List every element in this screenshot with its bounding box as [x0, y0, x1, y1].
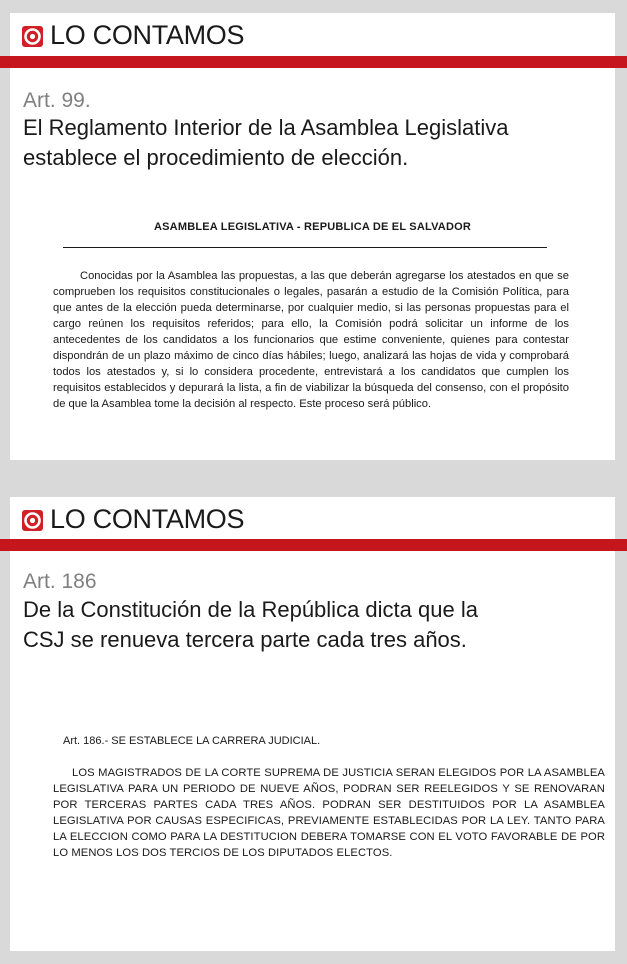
document-heading: Art. 186.- SE ESTABLECE LA CARRERA JUDICIAL.: [63, 735, 321, 747]
article-card-99: [10, 13, 615, 460]
article-headline: [23, 595, 608, 655]
target-logo-icon: [22, 26, 43, 47]
headline-line-1: De la Constitución de la República dicta que la: [23, 597, 478, 622]
document-rule: [63, 247, 547, 248]
headline-line-2: CSJ se renueva tercera parte cada tres años.: [23, 627, 467, 652]
header-divider: [0, 56, 627, 68]
header-divider: [0, 539, 627, 551]
section-title: LO CONTAMOS: [50, 20, 245, 50]
card-header: [10, 497, 615, 539]
article-card-186: [10, 497, 615, 951]
section-title: LO CONTAMOS: [50, 504, 245, 534]
article-number: Art. 99.: [23, 89, 91, 112]
document-body: LOS MAGISTRADOS DE LA CORTE SUPREMA DE JUSTICIA SERAN ELEGIDOS POR LA ASAMBLEA LEGISLATIVA PARA UN PERIODO DE NUEVE AÑOS, PODRAN SER REELEGIDOS Y SE RENOVARAN POR TERCERAS PARTES CADA TRES AÑOS. PODRAN SER DESTITUIDOS POR LA ASAMBLEA LEGISLATIVA POR CAUSAS ESPECIFICAS, PREVIAMENTE ESTABLECIDAS POR LA LEY. TANTO PARA LA ELECCION COMO PARA LA DESTITUCION DEBERA TOMARSE CON EL VOTO FAVORABLE DE POR LO MENOS LOS DOS TERCIOS DE LOS DIPUTADOS ELECTOS.: [53, 767, 605, 859]
article-headline: El Reglamento Interior de la Asamblea Legislativa establece el procedimiento de elección.: [23, 115, 509, 170]
document-title: ASAMBLEA LEGISLATIVA - REPUBLICA DE EL SALVADOR: [154, 221, 471, 233]
card-header: [10, 13, 615, 55]
document-body: Conocidas por la Asamblea las propuestas, a las que deberán agregarse los atestados en que se comprueben los requisitos constitucionales o legales, pasarán a estudio de la Comisión Política, para que antes de la elección pueda determinarse, por cualquier medio, si las personas propuestas para el cargo reúnen los requisitos referidos; para ello, la Comisión podrá solicitar un informe de los antecedentes de los candidatos a los funcionarios que estime conveniente, quienes para contestar dispondrán de un plazo máximo de cinco días hábiles; luego, analizará las hojas de vida y comprobará todos los atestados y, si lo considera procedente, entrevistará a los candidatos que cumplen los requisitos establecidos y depurará la lista, a fin de viabilizar la búsqueda del consenso, con el propósito de que la Asamblea tome la decisión al respecto. Este proceso será público.: [53, 270, 569, 410]
target-logo-icon: [22, 510, 43, 531]
article-number: Art. 186: [23, 570, 97, 593]
